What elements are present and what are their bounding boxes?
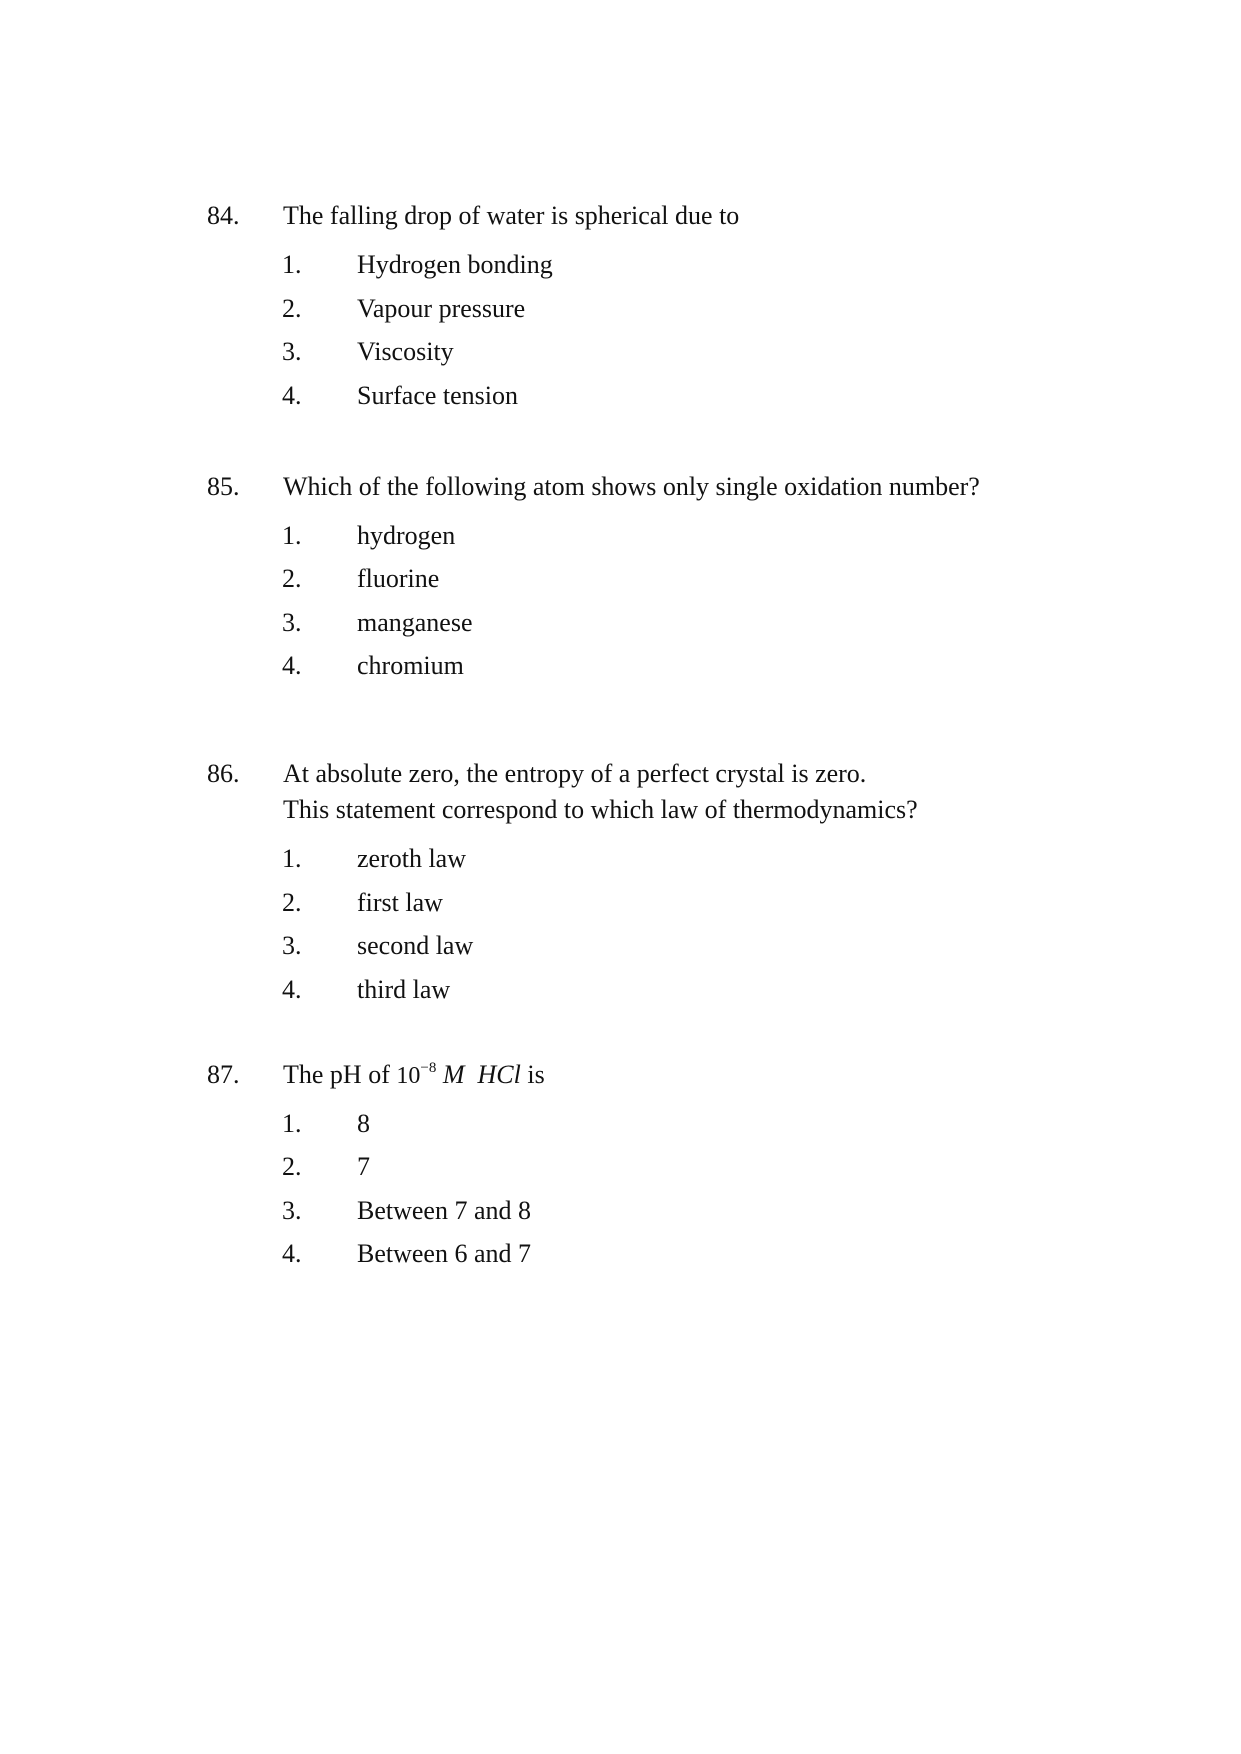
option-number: 4. [282, 975, 302, 1004]
option-number: 2. [282, 1152, 302, 1181]
option-text: zeroth law [357, 844, 467, 873]
question-number: 86. [207, 759, 240, 788]
question-text-prefix: The pH of [283, 1060, 390, 1089]
molarity-unit: M [442, 1060, 465, 1089]
option-85-1[interactable] [0, 518, 1241, 554]
option-87-4[interactable] [0, 1236, 1241, 1272]
option-number: 1. [282, 521, 302, 550]
question-number: 85. [207, 472, 240, 501]
option-number: 1. [282, 844, 302, 873]
question-text-line-1: At absolute zero, the entropy of a perfect crystal is zero. [283, 759, 867, 788]
option-number: 2. [282, 888, 302, 917]
option-85-3[interactable] [0, 605, 1241, 641]
option-number: 3. [282, 931, 302, 960]
option-87-3[interactable] [0, 1193, 1241, 1229]
option-number: 3. [282, 1196, 302, 1225]
question-text-line-2: This statement correspond to which law of thermodynamics? [283, 795, 918, 824]
option-text: Hydrogen bonding [357, 250, 553, 279]
option-text: hydrogen [357, 521, 456, 550]
option-87-1[interactable] [0, 1106, 1241, 1142]
option-84-4[interactable] [0, 378, 1241, 414]
compound-formula: HCl [477, 1060, 521, 1089]
question-text [283, 756, 1143, 828]
option-text: chromium [357, 651, 464, 680]
option-number: 4. [282, 1239, 302, 1268]
option-number: 3. [282, 337, 302, 366]
option-text: third law [357, 975, 451, 1004]
option-text: fluorine [357, 564, 440, 593]
option-86-1[interactable] [0, 841, 1241, 877]
option-number: 4. [282, 651, 302, 680]
option-text: Surface tension [357, 381, 519, 410]
option-87-2[interactable] [0, 1149, 1241, 1185]
option-number: 2. [282, 294, 302, 323]
question-text: Which of the following atom shows only single oxidation number? [283, 472, 980, 501]
option-86-4[interactable] [0, 972, 1241, 1008]
option-text: Vapour pressure [357, 294, 526, 323]
option-84-1[interactable] [0, 247, 1241, 283]
question-text: The falling drop of water is spherical due to [283, 201, 740, 230]
question-text [283, 1057, 1143, 1094]
option-text: Between 7 and 8 [357, 1196, 532, 1225]
option-number: 1. [282, 1109, 302, 1138]
option-text: first law [357, 888, 443, 917]
option-number: 4. [282, 381, 302, 410]
option-text: Between 6 and 7 [357, 1239, 532, 1268]
option-85-4[interactable] [0, 648, 1241, 684]
option-number: 1. [282, 250, 302, 279]
option-text: second law [357, 931, 474, 960]
option-text: 8 [357, 1109, 370, 1138]
option-86-2[interactable] [0, 885, 1241, 921]
option-85-2[interactable] [0, 561, 1241, 597]
option-text: 7 [357, 1152, 370, 1181]
question-text-suffix: is [527, 1060, 545, 1089]
option-number: 3. [282, 608, 302, 637]
question-number: 87. [207, 1060, 240, 1089]
option-84-3[interactable] [0, 334, 1241, 370]
option-text: Viscosity [357, 337, 454, 366]
question-number: 84. [207, 201, 240, 230]
option-86-3[interactable] [0, 928, 1241, 964]
option-84-2[interactable] [0, 291, 1241, 327]
option-text: manganese [357, 608, 473, 637]
concentration-exponent: −8 [420, 1060, 437, 1076]
option-number: 2. [282, 564, 302, 593]
concentration-base: 10 [396, 1063, 421, 1089]
